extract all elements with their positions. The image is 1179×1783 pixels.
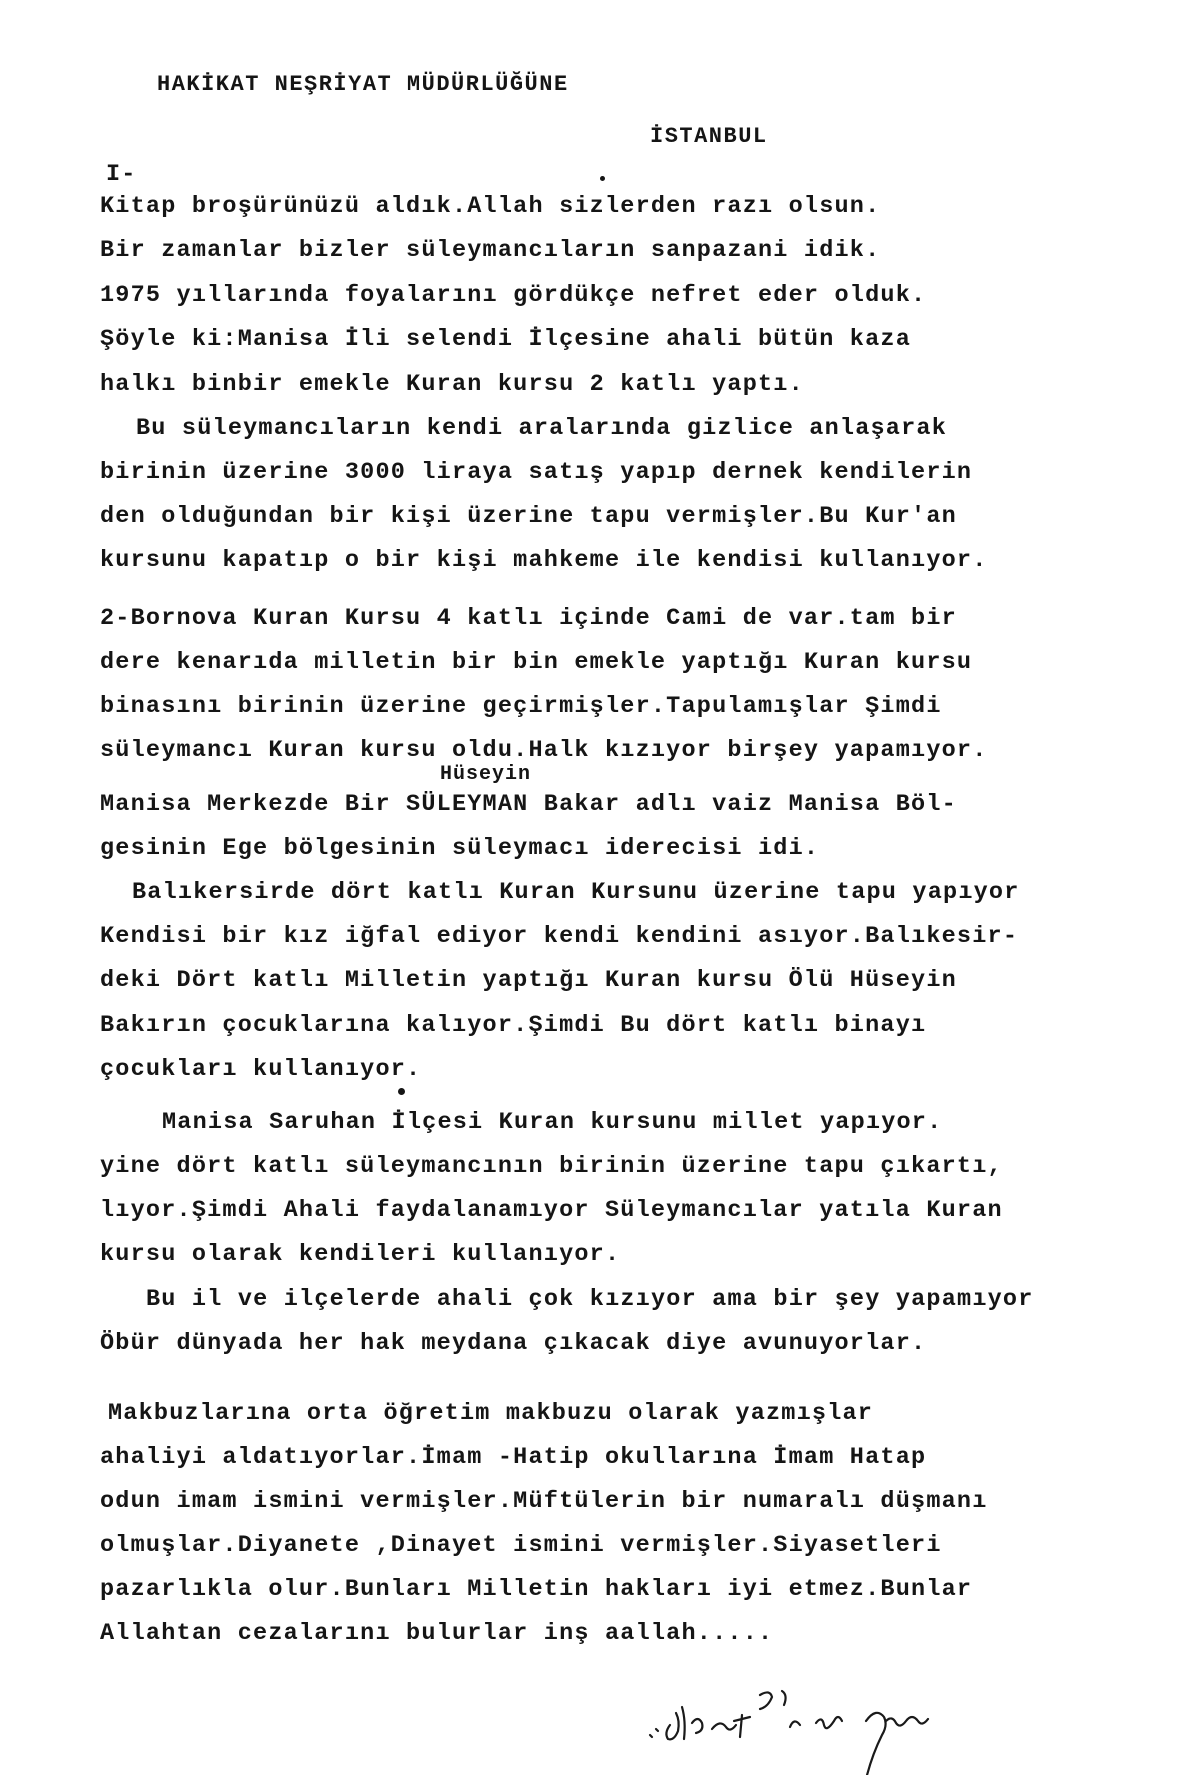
handwritten-insertion: Hüseyin: [440, 763, 532, 786]
letter-line: Balıkersirde dört katlı Kuran Kursunu üzerine tapu yapıyor: [132, 879, 1020, 906]
letter-line: 1975 yıllarında foyalarını gördükçe nefret eder olduk.: [100, 282, 927, 309]
addressee-heading: HAKİKAT NEŞRİYAT MÜDÜRLÜĞÜNE: [157, 72, 569, 97]
letter-line: Kendisi bir kız iğfal ediyor kendi kendini asıyor.Balıkesir-: [100, 923, 1019, 950]
letter-line: yine dört katlı süleymancının birinin üzerine tapu çıkartı,: [100, 1153, 1003, 1180]
letter-line: Manisa Merkezde Bir SÜLEYMAN Bakar adlı vaiz Manisa Böl-: [100, 791, 957, 818]
letter-line: binasını birinin üzerine geçirmişler.Tapulamışlar Şimdi: [100, 693, 942, 720]
handwritten-signature: [630, 1665, 1010, 1775]
letter-line: 2-Bornova Kuran Kursu 4 katlı içinde Cami de var.tam bir: [100, 605, 957, 632]
letter-line: Manisa Saruhan İlçesi Kuran kursunu millet yapıyor.: [162, 1109, 943, 1136]
ink-dot: [600, 176, 605, 181]
city-heading: İSTANBUL: [650, 124, 768, 149]
letter-line: lıyor.Şimdi Ahali faydalanamıyor Süleymancılar yatıla Kuran: [100, 1197, 1003, 1224]
letter-line: kursunu kapatıp o bir kişi mahkeme ile kendisi kullanıyor.: [100, 547, 988, 574]
letter-line: pazarlıkla olur.Bunları Milletin hakları iyi etmez.Bunlar: [100, 1576, 973, 1603]
letter-line: den olduğundan bir kişi üzerine tapu vermişler.Bu Kur'an: [100, 503, 957, 530]
letter-line: dere kenarıda milletin bir bin emekle yaptığı Kuran kursu: [100, 649, 973, 676]
letter-line: olmuşlar.Diyanete ,Dinayet ismini vermişler.Siyasetleri: [100, 1532, 942, 1559]
letter-line: süleymancı Kuran kursu oldu.Halk kızıyor birşey yapamıyor.: [100, 737, 988, 764]
letter-line: Bu il ve ilçelerde ahali çok kızıyor ama bir şey yapamıyor: [146, 1286, 1034, 1313]
section-marker: I-: [106, 161, 137, 188]
letter-line: ahaliyi aldatıyorlar.İmam -Hatip okullarına İmam Hatap: [100, 1444, 927, 1471]
letter-line: çocukları kullanıyor.: [100, 1056, 422, 1083]
letter-line: Bu süleymancıların kendi aralarında gizlice anlaşarak: [136, 415, 948, 442]
letter-line: Makbuzlarına orta öğretim makbuzu olarak yazmışlar: [108, 1400, 874, 1427]
letter-line: Bakırın çocuklarına kalıyor.Şimdi Bu dört katlı binayı: [100, 1012, 927, 1039]
ink-dot: [398, 1088, 405, 1095]
letter-line: Kitap broşürünüzü aldık.Allah sizlerden razı olsun.: [100, 193, 881, 220]
letter-line: deki Dört katlı Milletin yaptığı Kuran kursu Ölü Hüseyin: [100, 967, 957, 994]
letter-line: Bir zamanlar bizler süleymancıların sanpazani idik.: [100, 237, 881, 264]
letter-line: gesinin Ege bölgesinin süleymacı iderecisi idi.: [100, 835, 820, 862]
letter-line: Öbür dünyada her hak meydana çıkacak diye avunuyorlar.: [100, 1330, 927, 1357]
letter-line: odun imam ismini vermişler.Müftülerin bir numaralı düşmanı: [100, 1488, 988, 1515]
letter-line: halkı binbir emekle Kuran kursu 2 katlı yaptı.: [100, 371, 804, 398]
letter-line: Şöyle ki:Manisa İli selendi İlçesine ahali bütün kaza: [100, 326, 912, 353]
letter-line: kursu olarak kendileri kullanıyor.: [100, 1241, 621, 1268]
letter-line: birinin üzerine 3000 liraya satış yapıp dernek kendilerin: [100, 459, 973, 486]
letter-line: Allahtan cezalarını bulurlar inş aallah.....: [100, 1620, 774, 1647]
